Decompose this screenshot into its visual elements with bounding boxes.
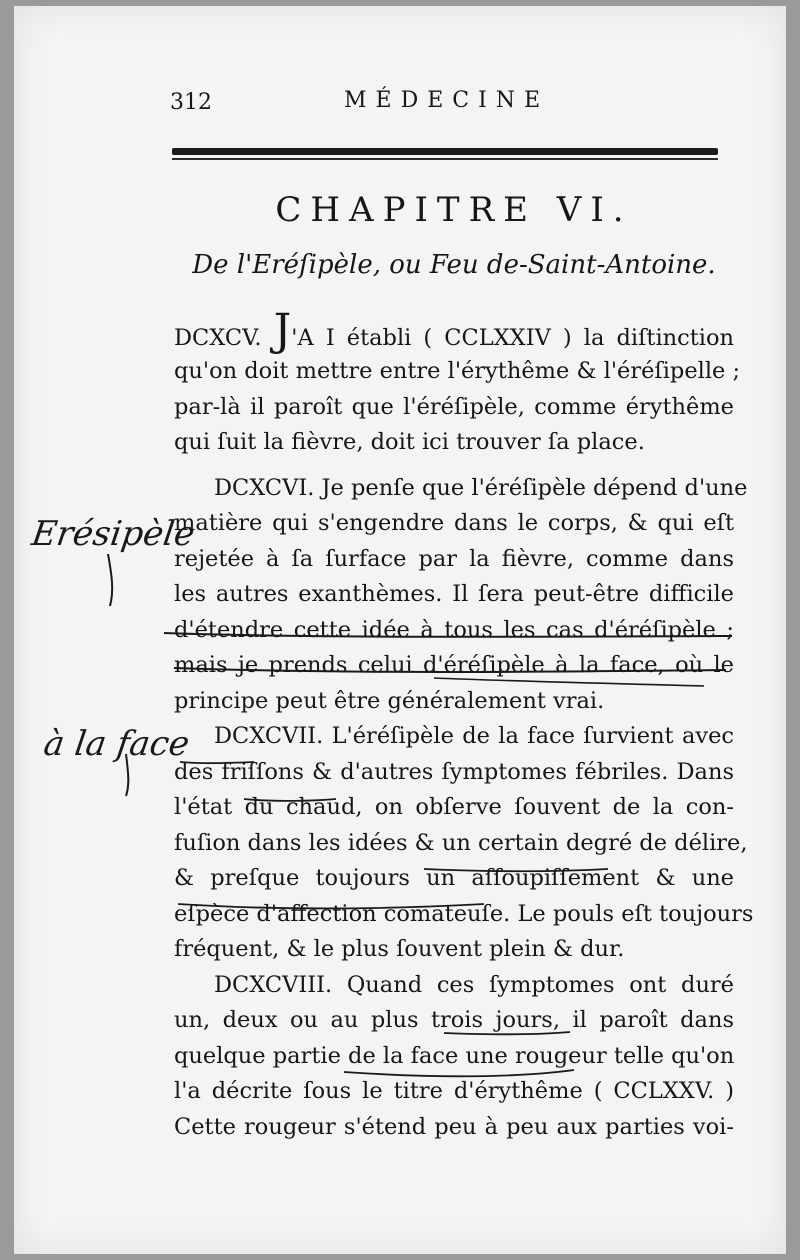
paragraph-696-line: DCXCVI. Je penſe que l'éréſipèle dépend d'une (214, 474, 748, 501)
section-number-695: DCXCV. (174, 325, 262, 351)
book-page (14, 6, 786, 1254)
margin-stroke (126, 754, 128, 796)
underline-stroke (424, 869, 608, 871)
paragraph-696-line: matière qui s'engendre dans le corps, & qui eſt (174, 510, 734, 536)
paragraph-696-line: mais je prends celui d'éréſipèle à la face, où le (174, 652, 734, 678)
paragraph-695-line: par-là il paroît que l'éréſipèle, comme érythême (174, 393, 734, 420)
paragraph-697-line: des friſſons & d'autres ſymptomes fébriles. Dans (174, 758, 734, 785)
underline-stroke (174, 668, 726, 672)
paragraph-696-line: les autres exanthèmes. Il ſera peut-être difficile (174, 581, 734, 607)
handwritten-underlines (14, 6, 786, 1254)
paragraph-695-line-1-text: 'A I établi ( CCLXXIV ) la diſtinction (291, 325, 735, 351)
margin-note-2: à la face (41, 724, 192, 764)
paragraph-697-line: & preſque toujours un aſſoupiſſement & une (174, 865, 734, 891)
underline-stroke (244, 799, 336, 801)
drop-cap: J (273, 305, 292, 356)
margin-stroke (108, 554, 112, 606)
paragraph-698-line: DCXCVIII. Quand ces ſymptomes ont duré (214, 971, 734, 998)
underline-stroke (444, 1032, 570, 1034)
paragraph-698-line: Cette rougeur s'étend peu à peu aux parties voi- (174, 1113, 734, 1140)
margin-note-1: Erésipèle (29, 514, 198, 554)
chapter-subtitle: De l'Eréſipèle, ou Feu de-Saint-Antoine. (192, 250, 716, 280)
underline-stroke (180, 762, 254, 763)
paragraph-698-line: l'a décrite ſous le titre d'érythême ( CCLXXV. ) (174, 1078, 734, 1104)
paragraph-695-line: qu'on doit mettre entre l'érythême & l'éréſipelle ; (174, 358, 741, 384)
paragraph-698-line: un, deux ou au plus trois jours, il paroît dans (174, 1007, 734, 1033)
running-title: MÉDECINE (344, 88, 550, 113)
underline-stroke (178, 904, 484, 909)
paragraph-698-line: quelque partie de la face une rougeur telle qu'on (174, 1042, 735, 1069)
underline-stroke (434, 678, 704, 686)
paragraph-696-line: rejetée à ſa ſurface par la fièvre, comme dans (174, 545, 734, 572)
paragraph-696-line: d'étendre cette idée à tous les cas d'éréſipèle ; (174, 616, 734, 643)
paragraph-697-line: fuſion dans les idées & un certain degré de délire, (174, 829, 748, 856)
paragraph-695-line: qui ſuit la fièvre, doit ici trouver ſa place. (174, 429, 645, 455)
underline-stroke (344, 1070, 574, 1076)
underline-stroke (164, 633, 732, 637)
page-number: 312 (170, 90, 212, 115)
paragraph-697-line: l'état du chaud, on obſerve ſouvent de la con- (174, 794, 734, 820)
paragraph-697-line: eſpèce d'affection comateuſe. Le pouls eſt toujours (174, 900, 754, 927)
paragraph-697-line: fréquent, & le plus ſouvent plein & dur. (174, 936, 625, 962)
paragraph-696-line: principe peut être généralement vrai. (174, 687, 605, 714)
paragraph-697-line: DCXCVII. L'éréſipèle de la face ſurvient avec (214, 723, 734, 749)
chapter-title: CHAPITRE VI. (275, 190, 633, 230)
